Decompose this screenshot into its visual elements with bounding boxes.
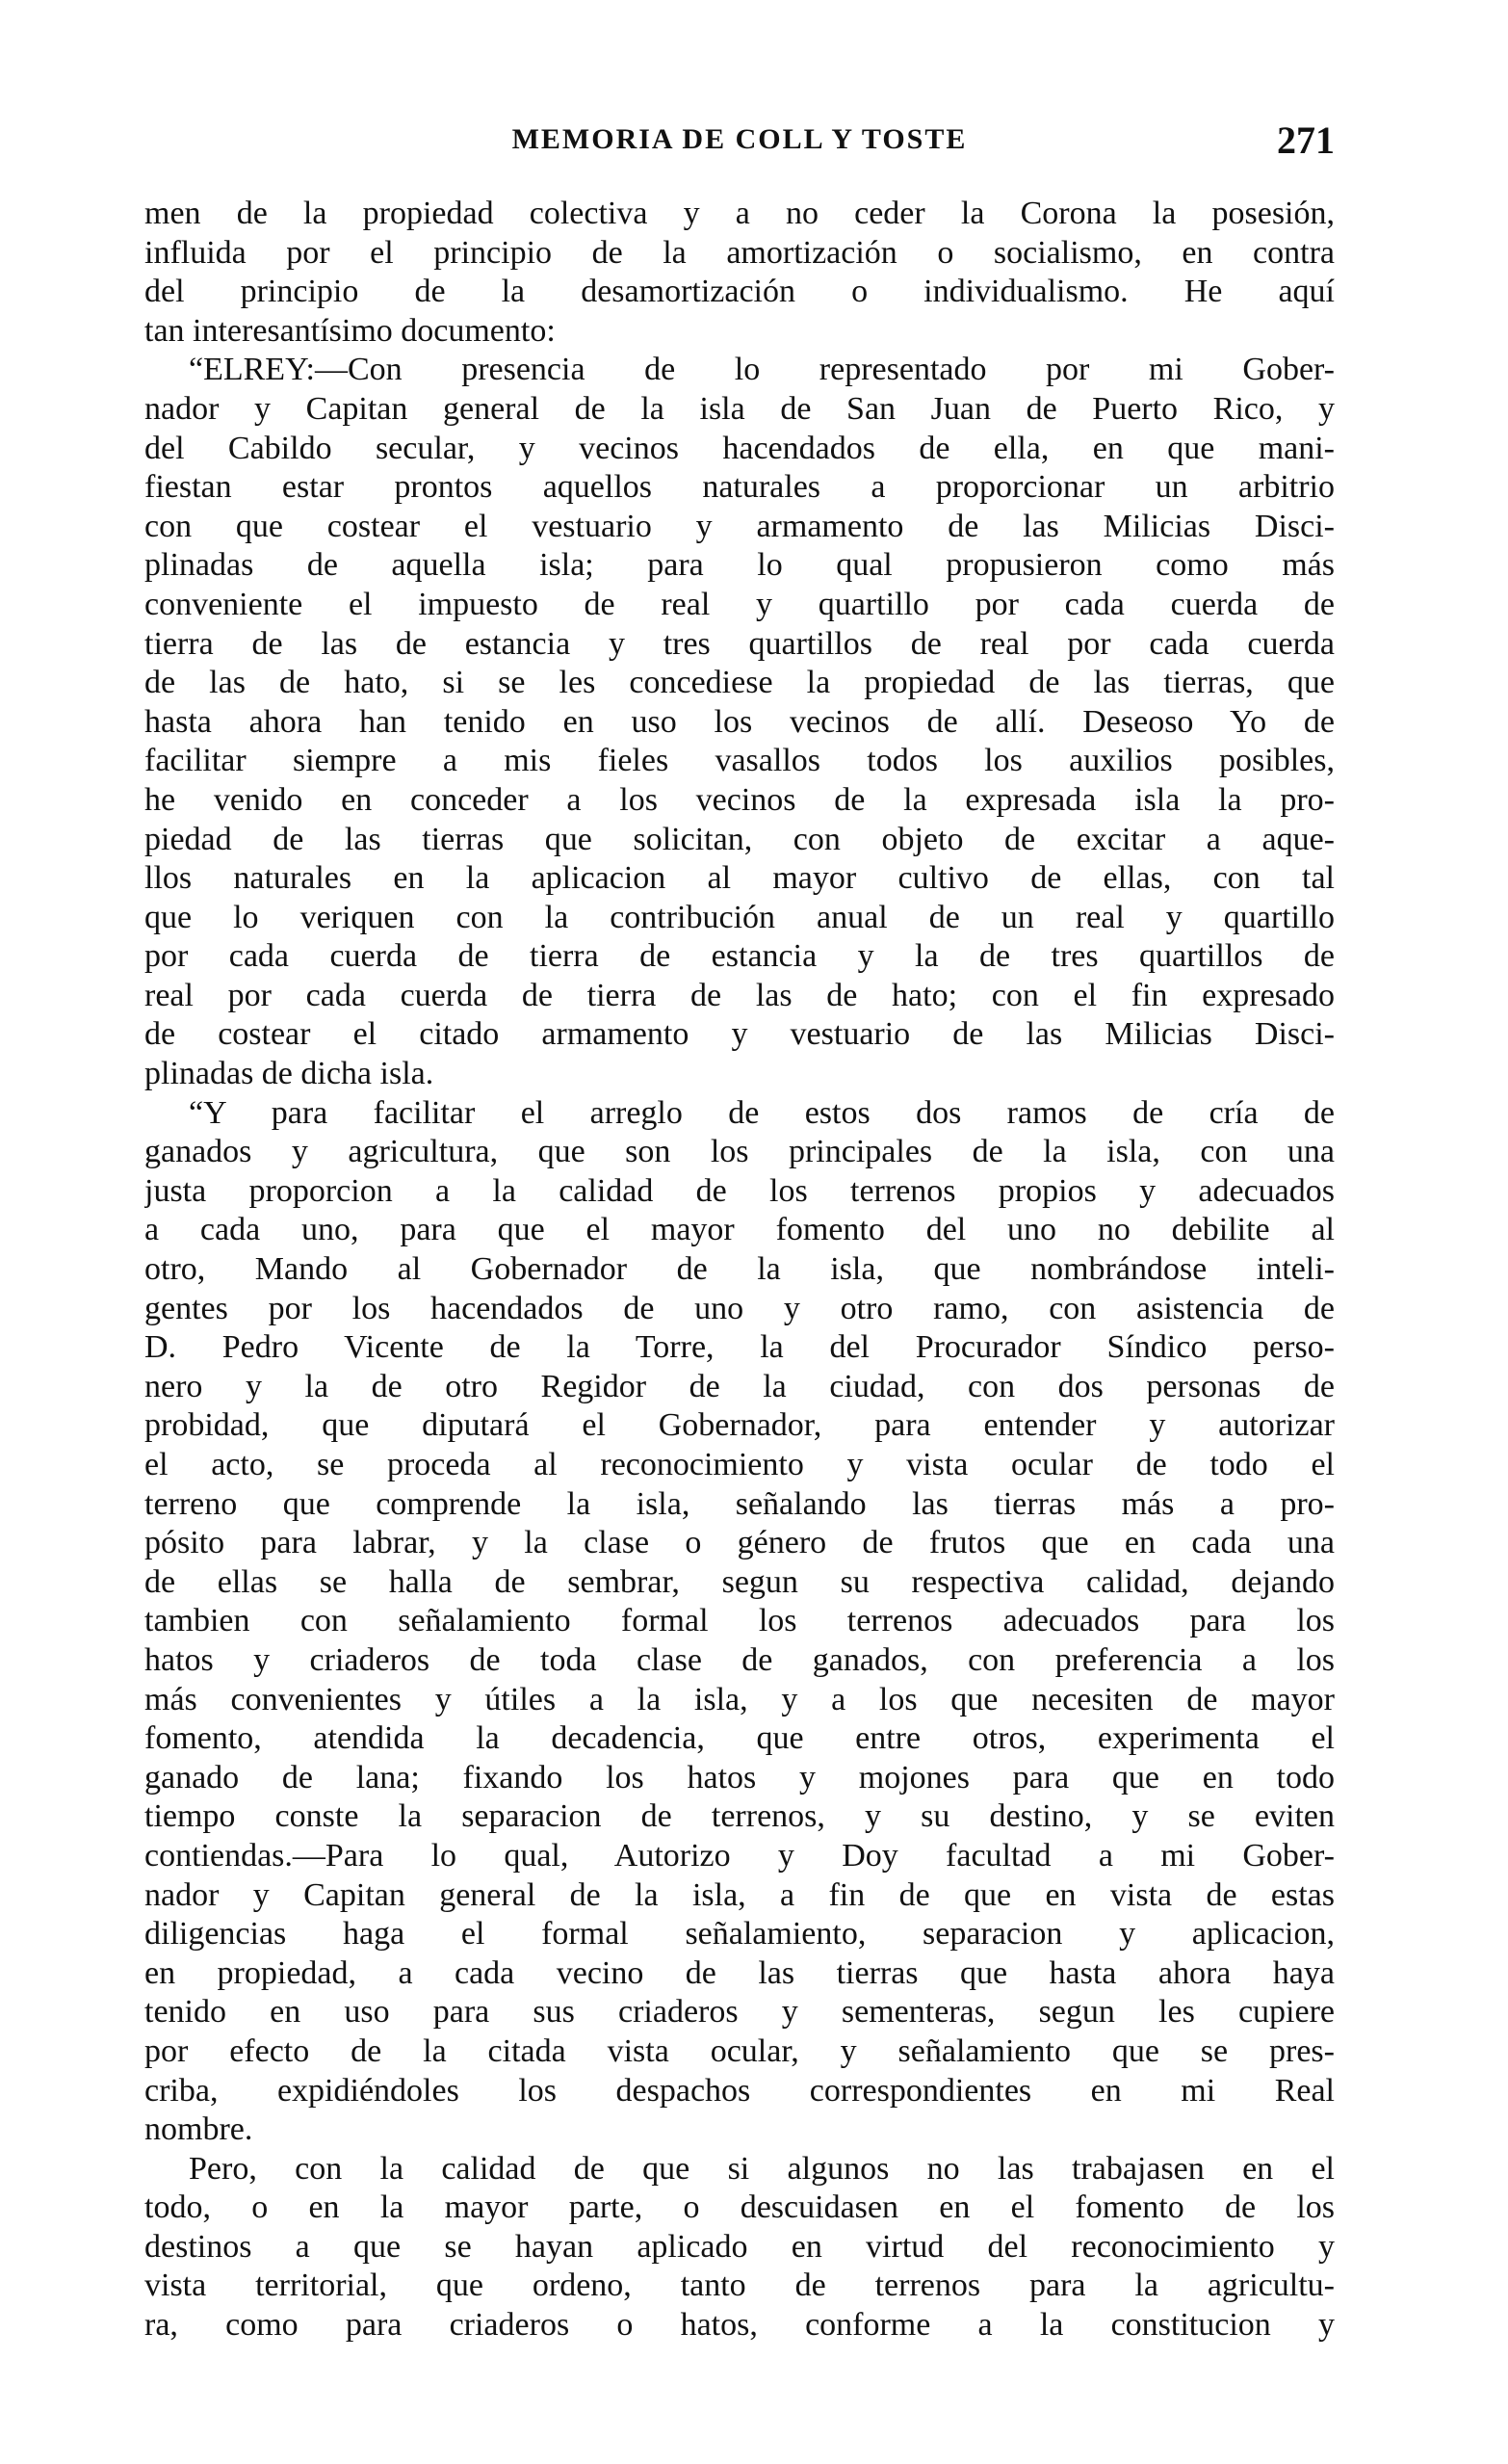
text-line: D. Pedro Vicente de la Torre, la del Procurador Síndico perso- (144, 1329, 1335, 1366)
text-line: tierra de las de estancia y tres quartillos de real por cada cuerda (144, 625, 1335, 662)
text-line: he venido en conceder a los vecinos de la expresada isla la pro- (144, 781, 1335, 818)
text-line: gentes por los hacendados de uno y otro ramo, con asistencia de (144, 1290, 1335, 1326)
text-line: probidad, que diputará el Gobernador, para entender y autorizar (144, 1407, 1335, 1444)
text-line: Pero, con la calidad de que si algunos no las trabajasen en el (189, 2150, 1335, 2187)
text-line: hasta ahora han tenido en uso los vecinos de allí. Deseoso Yo de (144, 703, 1335, 740)
text-line: nombre. (144, 2111, 253, 2148)
text-line: el acto, se proceda al reconocimiento y vista ocular de todo el (144, 1447, 1335, 1482)
text-line: de ellas se halla de sembrar, segun su respectiva calidad, dejando (144, 1563, 1335, 1600)
page (144, 116, 1335, 2346)
text-line: hatos y criaderos de toda clase de ganados, con preferencia a los (144, 1641, 1335, 1678)
text-line: tambien con señalamiento formal los terrenos adecuados para los (144, 1603, 1335, 1639)
text-line: contiendas.—Para lo qual, Autorizo y Doy facultad a mi Gober- (144, 1837, 1335, 1874)
text-line: diligencias haga el formal señalamiento, separacion y aplicacion, (144, 1916, 1335, 1953)
text-line: que lo veriquen con la contribución anual de un real y quartillo (144, 899, 1335, 935)
running-title: MEMORIA DE COLL Y TOSTE (511, 123, 968, 155)
text-line: influida por el principio de la amortización o socialismo, en contra (144, 234, 1335, 271)
text-line: plinadas de dicha isla. (144, 1056, 434, 1092)
text-line: de costear el citado armamento y vestuario de las Milicias Disci- (144, 1016, 1335, 1053)
text-line: “Y para facilitar el arreglo de estos dos ramos de cría de (189, 1094, 1335, 1131)
text-line: con que costear el vestuario y armamento de las Milicias Disci- (144, 508, 1335, 544)
text-line: todo, o en la mayor parte, o descuidasen en el fomento de los (144, 2189, 1335, 2226)
text-line: llos naturales en la aplicacion al mayor cultivo de ellas, con tal (144, 860, 1335, 897)
text-line: en propiedad, a cada vecino de las tierras que hasta ahora haya (144, 1954, 1335, 1991)
text-line: tenido en uso para sus criaderos y sementeras, segun les cupiere (144, 1994, 1335, 2031)
text-line: ganado de lana; fixando los hatos y mojones para que en todo (144, 1759, 1335, 1796)
text-line: plinadas de aquella isla; para lo qual propusieron como más (144, 547, 1335, 584)
text-line: terreno que comprende la isla, señalando las tierras más a pro- (144, 1485, 1335, 1522)
text-line: conveniente el impuesto de real y quartillo por cada cuerda de (144, 586, 1335, 622)
text-line: criba, expidiéndoles los despachos correspondientes en mi Real (144, 2072, 1335, 2109)
text-line: fiestan estar prontos aquellos naturales a proporcionar un arbitrio (144, 469, 1335, 506)
text-line: nador y Capitan general de la isla, a fin de que en vista de estas (144, 1876, 1335, 1913)
text-line: por cada cuerda de tierra de estancia y la de tres quartillos de (144, 938, 1335, 975)
text-line: real por cada cuerda de tierra de las de hato; con el fin expresado (144, 977, 1335, 1013)
text-line: tiempo conste la separacion de terrenos, y su destino, y se eviten (144, 1798, 1335, 1835)
body-text (144, 195, 1335, 2346)
text-line: de las de hato, si se les concediese la propiedad de las tierras, que (144, 665, 1335, 701)
text-line: otro, Mando al Gobernador de la isla, que nombrándose inteli- (144, 1251, 1335, 1288)
text-line: ganados y agricultura, que son los principales de la isla, con una (144, 1134, 1335, 1170)
text-line: vista territorial, que ordeno, tanto de terrenos para la agricultu- (144, 2267, 1335, 2304)
text-line: piedad de las tierras que solicitan, con objeto de excitar a aque- (144, 821, 1335, 857)
text-line: pósito para labrar, y la clase o género de frutos que en cada una (144, 1525, 1335, 1561)
text-line: del principio de la desamortización o individualismo. He aquí (144, 274, 1335, 310)
text-line: fomento, atendida la decadencia, que entre otros, experimenta el (144, 1720, 1335, 1757)
text-line: nador y Capitan general de la isla de San Juan de Puerto Rico, y (144, 390, 1335, 427)
text-line: por efecto de la citada vista ocular, y señalamiento que se pres- (144, 2032, 1335, 2069)
text-line: nero y la de otro Regidor de la ciudad, con dos personas de (144, 1368, 1335, 1404)
text-line: destinos a que se hayan aplicado en virtud del reconocimiento y (144, 2228, 1335, 2265)
text-line: “ELREY:—Con presencia de lo representado por mi Gober- (189, 352, 1335, 388)
text-line: del Cabildo secular, y vecinos hacendados de ella, en que mani- (144, 430, 1335, 466)
text-line: men de la propiedad colectiva y a no ceder la Corona la posesión, (144, 196, 1335, 231)
text-line: tan interesantísimo documento: (144, 312, 556, 349)
running-header (144, 116, 1335, 173)
text-line: a cada uno, para que el mayor fomento del uno no debilite al (144, 1212, 1335, 1248)
page-number: 271 (1277, 118, 1335, 162)
text-line: justa proporcion a la calidad de los terrenos propios y adecuados (144, 1172, 1335, 1209)
text-line: ra, como para criaderos o hatos, conforme a la constitucion y (144, 2307, 1335, 2344)
text-line: facilitar siempre a mis fieles vasallos todos los auxilios posibles, (144, 743, 1335, 779)
text-line: más convenientes y útiles a la isla, y a los que necesiten de mayor (144, 1681, 1335, 1717)
